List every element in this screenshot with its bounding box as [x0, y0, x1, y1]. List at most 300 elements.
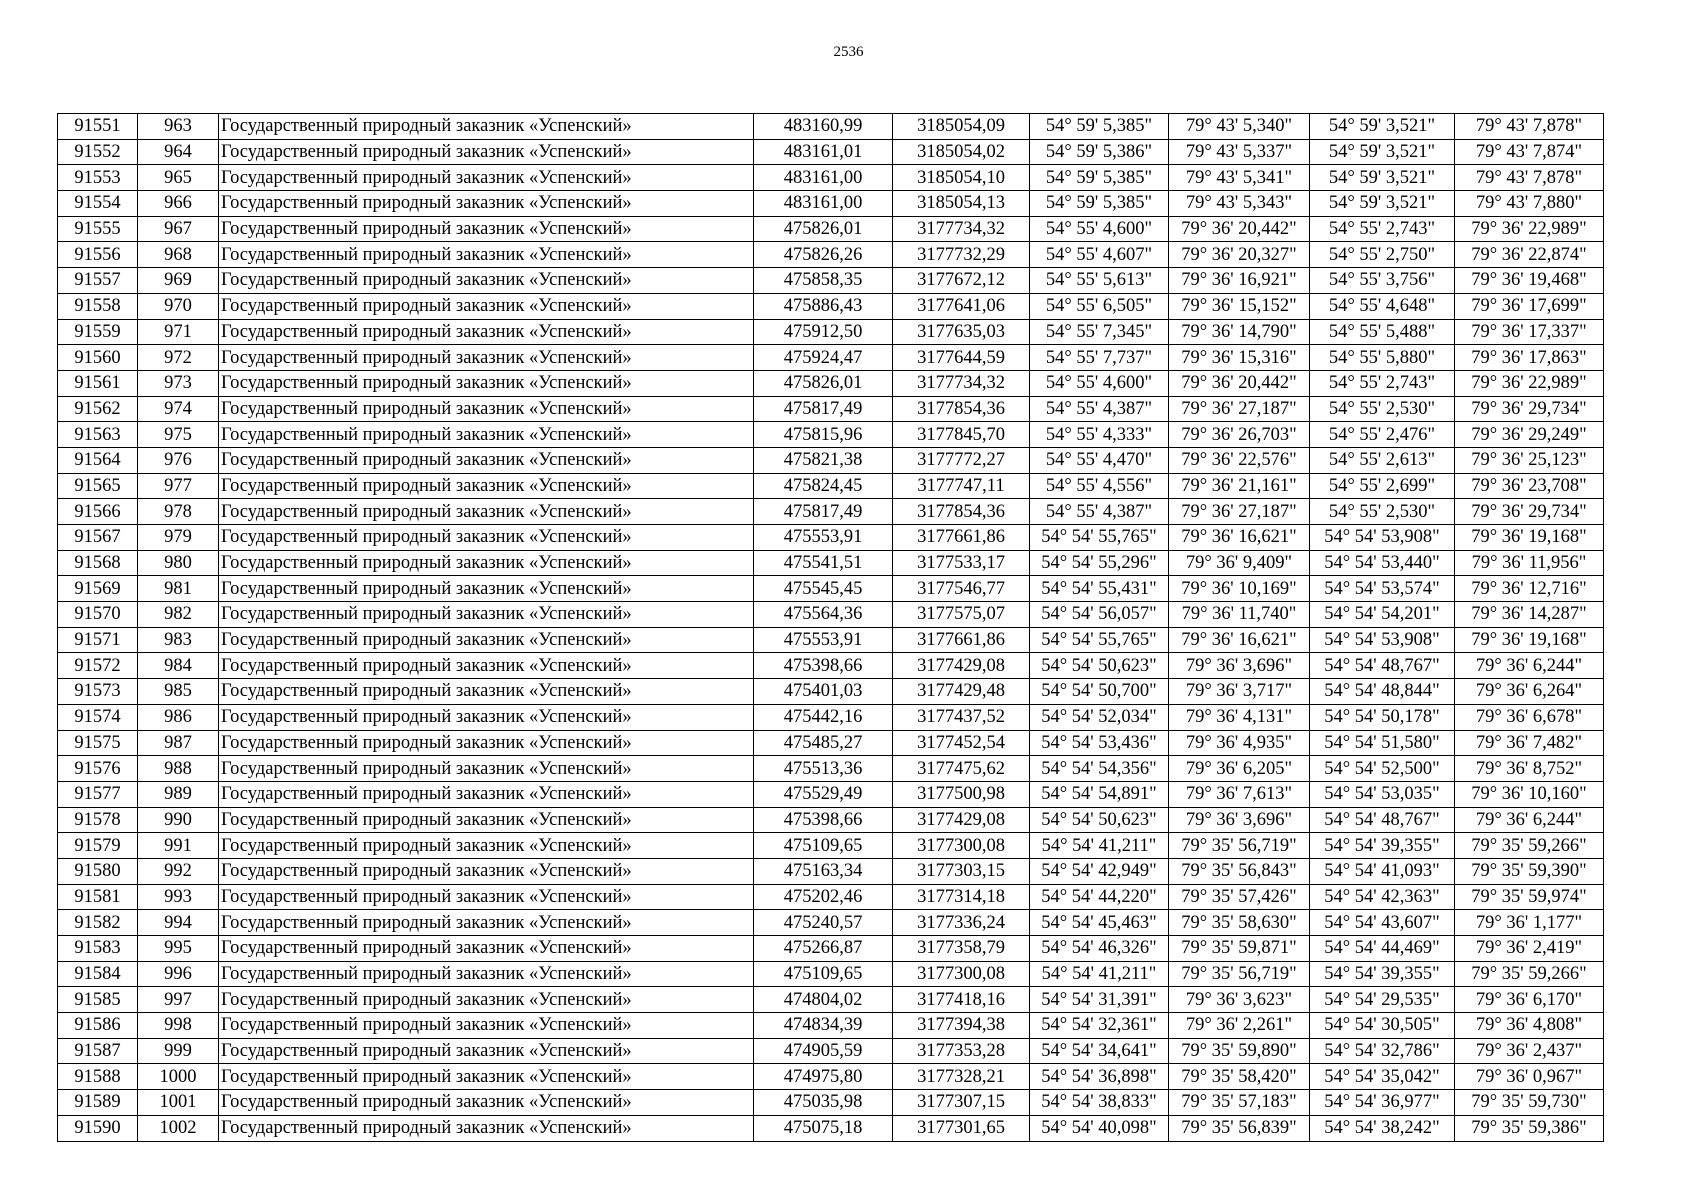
cell-latitude-b: 54° 54' 43,607"	[1310, 910, 1455, 936]
cell-longitude-b: 79° 36' 22,989"	[1455, 216, 1604, 242]
cell-row-number: 91590	[58, 1115, 138, 1141]
cell-latitude-a: 54° 54' 31,391"	[1030, 987, 1169, 1013]
cell-row-number: 91562	[58, 396, 138, 422]
cell-point-number: 1002	[138, 1115, 219, 1141]
cell-zone-name: Государственный природный заказник «Успенский»	[219, 576, 754, 602]
cell-point-number: 966	[138, 191, 219, 217]
cell-y-coordinate: 3177641,06	[893, 293, 1030, 319]
cell-latitude-a: 54° 54' 56,057"	[1030, 602, 1169, 628]
cell-y-coordinate: 3177644,59	[893, 345, 1030, 371]
cell-latitude-a: 54° 55' 4,470"	[1030, 447, 1169, 473]
cell-row-number: 91589	[58, 1090, 138, 1116]
cell-point-number: 977	[138, 473, 219, 499]
table-row	[58, 268, 1604, 294]
cell-latitude-a: 54° 55' 4,556"	[1030, 473, 1169, 499]
cell-zone-name: Государственный природный заказник «Успенский»	[219, 987, 754, 1013]
cell-latitude-b: 54° 54' 50,178"	[1310, 704, 1455, 730]
cell-x-coordinate: 475240,57	[754, 910, 893, 936]
cell-latitude-b: 54° 55' 2,743"	[1310, 216, 1455, 242]
cell-longitude-a: 79° 35' 56,843"	[1169, 858, 1310, 884]
cell-longitude-b: 79° 36' 17,337"	[1455, 319, 1604, 345]
cell-longitude-b: 79° 36' 10,160"	[1455, 781, 1604, 807]
table-row	[58, 114, 1604, 140]
cell-x-coordinate: 475821,38	[754, 447, 893, 473]
cell-point-number: 970	[138, 293, 219, 319]
cell-zone-name: Государственный природный заказник «Успенский»	[219, 499, 754, 525]
cell-latitude-b: 54° 55' 3,756"	[1310, 268, 1455, 294]
cell-zone-name: Государственный природный заказник «Успенский»	[219, 858, 754, 884]
cell-row-number: 91577	[58, 781, 138, 807]
cell-row-number: 91566	[58, 499, 138, 525]
cell-point-number: 973	[138, 370, 219, 396]
cell-longitude-a: 79° 36' 10,169"	[1169, 576, 1310, 602]
cell-row-number: 91575	[58, 730, 138, 756]
cell-x-coordinate: 475398,66	[754, 653, 893, 679]
cell-longitude-b: 79° 36' 29,734"	[1455, 396, 1604, 422]
cell-longitude-b: 79° 35' 59,386"	[1455, 1115, 1604, 1141]
cell-zone-name: Государственный природный заказник «Успенский»	[219, 473, 754, 499]
cell-longitude-b: 79° 43' 7,880"	[1455, 191, 1604, 217]
cell-latitude-b: 54° 54' 41,093"	[1310, 858, 1455, 884]
cell-y-coordinate: 3177437,52	[893, 704, 1030, 730]
cell-longitude-b: 79° 36' 19,468"	[1455, 268, 1604, 294]
cell-latitude-a: 54° 54' 44,220"	[1030, 884, 1169, 910]
cell-longitude-b: 79° 36' 14,287"	[1455, 602, 1604, 628]
cell-latitude-a: 54° 55' 4,333"	[1030, 422, 1169, 448]
cell-longitude-b: 79° 36' 6,244"	[1455, 807, 1604, 833]
cell-y-coordinate: 3177429,08	[893, 653, 1030, 679]
cell-latitude-a: 54° 54' 52,034"	[1030, 704, 1169, 730]
cell-y-coordinate: 3177300,08	[893, 833, 1030, 859]
cell-latitude-a: 54° 54' 34,641"	[1030, 1038, 1169, 1064]
cell-zone-name: Государственный природный заказник «Успенский»	[219, 1090, 754, 1116]
cell-x-coordinate: 475912,50	[754, 319, 893, 345]
table-row	[58, 756, 1604, 782]
cell-point-number: 986	[138, 704, 219, 730]
cell-longitude-a: 79° 35' 58,630"	[1169, 910, 1310, 936]
table-row	[58, 345, 1604, 371]
cell-x-coordinate: 475545,45	[754, 576, 893, 602]
cell-row-number: 91551	[58, 114, 138, 140]
table-row	[58, 1090, 1604, 1116]
cell-longitude-a: 79° 43' 5,341"	[1169, 165, 1310, 191]
cell-longitude-a: 79° 43' 5,343"	[1169, 191, 1310, 217]
cell-zone-name: Государственный природный заказник «Успенский»	[219, 447, 754, 473]
cell-x-coordinate: 475817,49	[754, 396, 893, 422]
cell-y-coordinate: 3177394,38	[893, 1013, 1030, 1039]
cell-latitude-a: 54° 55' 7,345"	[1030, 319, 1169, 345]
table-row	[58, 1038, 1604, 1064]
cell-longitude-a: 79° 43' 5,340"	[1169, 114, 1310, 140]
cell-longitude-a: 79° 36' 27,187"	[1169, 396, 1310, 422]
cell-latitude-b: 54° 54' 53,908"	[1310, 627, 1455, 653]
cell-y-coordinate: 3177546,77	[893, 576, 1030, 602]
cell-latitude-a: 54° 54' 42,949"	[1030, 858, 1169, 884]
table-row	[58, 987, 1604, 1013]
cell-zone-name: Государственный природный заказник «Успенский»	[219, 345, 754, 371]
cell-longitude-a: 79° 36' 20,442"	[1169, 216, 1310, 242]
cell-y-coordinate: 3177301,65	[893, 1115, 1030, 1141]
cell-longitude-a: 79° 36' 16,621"	[1169, 627, 1310, 653]
cell-y-coordinate: 3185054,02	[893, 139, 1030, 165]
cell-row-number: 91569	[58, 576, 138, 602]
cell-zone-name: Государственный природный заказник «Успенский»	[219, 602, 754, 628]
table-row	[58, 293, 1604, 319]
cell-x-coordinate: 483161,01	[754, 139, 893, 165]
cell-point-number: 997	[138, 987, 219, 1013]
cell-latitude-b: 54° 54' 29,535"	[1310, 987, 1455, 1013]
cell-longitude-a: 79° 36' 2,261"	[1169, 1013, 1310, 1039]
cell-longitude-b: 79° 36' 25,123"	[1455, 447, 1604, 473]
cell-longitude-b: 79° 35' 59,730"	[1455, 1090, 1604, 1116]
cell-longitude-a: 79° 43' 5,337"	[1169, 139, 1310, 165]
cell-longitude-a: 79° 36' 21,161"	[1169, 473, 1310, 499]
cell-row-number: 91583	[58, 936, 138, 962]
table-row	[58, 679, 1604, 705]
cell-longitude-a: 79° 36' 3,623"	[1169, 987, 1310, 1013]
cell-zone-name: Государственный природный заказник «Успенский»	[219, 242, 754, 268]
cell-x-coordinate: 475826,01	[754, 216, 893, 242]
cell-row-number: 91581	[58, 884, 138, 910]
cell-zone-name: Государственный природный заказник «Успенский»	[219, 781, 754, 807]
cell-longitude-b: 79° 35' 59,266"	[1455, 961, 1604, 987]
cell-zone-name: Государственный природный заказник «Успенский»	[219, 653, 754, 679]
cell-y-coordinate: 3177418,16	[893, 987, 1030, 1013]
cell-row-number: 91560	[58, 345, 138, 371]
cell-latitude-b: 54° 54' 53,440"	[1310, 550, 1455, 576]
cell-latitude-a: 54° 54' 55,431"	[1030, 576, 1169, 602]
cell-latitude-a: 54° 54' 38,833"	[1030, 1090, 1169, 1116]
cell-longitude-a: 79° 36' 14,790"	[1169, 319, 1310, 345]
cell-point-number: 994	[138, 910, 219, 936]
cell-x-coordinate: 475817,49	[754, 499, 893, 525]
cell-y-coordinate: 3177772,27	[893, 447, 1030, 473]
cell-y-coordinate: 3177747,11	[893, 473, 1030, 499]
cell-latitude-a: 54° 54' 50,700"	[1030, 679, 1169, 705]
cell-row-number: 91563	[58, 422, 138, 448]
cell-row-number: 91584	[58, 961, 138, 987]
cell-longitude-b: 79° 43' 7,878"	[1455, 114, 1604, 140]
table-row	[58, 627, 1604, 653]
cell-x-coordinate: 475075,18	[754, 1115, 893, 1141]
cell-longitude-b: 79° 36' 0,967"	[1455, 1064, 1604, 1090]
cell-latitude-a: 54° 54' 54,356"	[1030, 756, 1169, 782]
cell-latitude-a: 54° 59' 5,386"	[1030, 139, 1169, 165]
cell-point-number: 985	[138, 679, 219, 705]
cell-x-coordinate: 474905,59	[754, 1038, 893, 1064]
cell-longitude-a: 79° 35' 56,839"	[1169, 1115, 1310, 1141]
cell-row-number: 91552	[58, 139, 138, 165]
cell-latitude-b: 54° 54' 39,355"	[1310, 833, 1455, 859]
cell-latitude-a: 54° 54' 54,891"	[1030, 781, 1169, 807]
cell-longitude-b: 79° 36' 6,170"	[1455, 987, 1604, 1013]
cell-zone-name: Государственный природный заказник «Успенский»	[219, 165, 754, 191]
cell-x-coordinate: 474834,39	[754, 1013, 893, 1039]
cell-zone-name: Государственный природный заказник «Успенский»	[219, 268, 754, 294]
cell-longitude-a: 79° 36' 3,717"	[1169, 679, 1310, 705]
cell-x-coordinate: 474804,02	[754, 987, 893, 1013]
cell-y-coordinate: 3177307,15	[893, 1090, 1030, 1116]
cell-point-number: 972	[138, 345, 219, 371]
cell-y-coordinate: 3177336,24	[893, 910, 1030, 936]
cell-point-number: 988	[138, 756, 219, 782]
cell-zone-name: Государственный природный заказник «Успенский»	[219, 730, 754, 756]
cell-zone-name: Государственный природный заказник «Успенский»	[219, 679, 754, 705]
table-row	[58, 833, 1604, 859]
cell-x-coordinate: 475442,16	[754, 704, 893, 730]
cell-longitude-b: 79° 36' 22,989"	[1455, 370, 1604, 396]
cell-x-coordinate: 475886,43	[754, 293, 893, 319]
table-row	[58, 396, 1604, 422]
cell-zone-name: Государственный природный заказник «Успенский»	[219, 550, 754, 576]
cell-longitude-b: 79° 36' 6,264"	[1455, 679, 1604, 705]
cell-zone-name: Государственный природный заказник «Успенский»	[219, 422, 754, 448]
cell-y-coordinate: 3177475,62	[893, 756, 1030, 782]
cell-row-number: 91564	[58, 447, 138, 473]
table-row	[58, 550, 1604, 576]
cell-longitude-a: 79° 36' 3,696"	[1169, 653, 1310, 679]
cell-row-number: 91578	[58, 807, 138, 833]
cell-x-coordinate: 475824,45	[754, 473, 893, 499]
cell-longitude-b: 79° 36' 1,177"	[1455, 910, 1604, 936]
cell-longitude-a: 79° 36' 15,152"	[1169, 293, 1310, 319]
cell-longitude-b: 79° 36' 8,752"	[1455, 756, 1604, 782]
cell-latitude-b: 54° 54' 51,580"	[1310, 730, 1455, 756]
table-row	[58, 165, 1604, 191]
cell-point-number: 978	[138, 499, 219, 525]
cell-zone-name: Государственный природный заказник «Успенский»	[219, 936, 754, 962]
cell-latitude-b: 54° 54' 52,500"	[1310, 756, 1455, 782]
table-body	[58, 114, 1604, 1142]
cell-y-coordinate: 3185054,09	[893, 114, 1030, 140]
cell-y-coordinate: 3177452,54	[893, 730, 1030, 756]
cell-longitude-b: 79° 36' 22,874"	[1455, 242, 1604, 268]
cell-longitude-a: 79° 36' 3,696"	[1169, 807, 1310, 833]
cell-latitude-a: 54° 59' 5,385"	[1030, 191, 1169, 217]
cell-longitude-b: 79° 36' 6,244"	[1455, 653, 1604, 679]
cell-latitude-b: 54° 54' 44,469"	[1310, 936, 1455, 962]
cell-point-number: 964	[138, 139, 219, 165]
cell-y-coordinate: 3185054,10	[893, 165, 1030, 191]
cell-point-number: 998	[138, 1013, 219, 1039]
cell-latitude-b: 54° 59' 3,521"	[1310, 139, 1455, 165]
cell-latitude-b: 54° 55' 2,530"	[1310, 499, 1455, 525]
cell-row-number: 91561	[58, 370, 138, 396]
cell-longitude-a: 79° 36' 6,205"	[1169, 756, 1310, 782]
cell-point-number: 981	[138, 576, 219, 602]
cell-latitude-b: 54° 55' 2,699"	[1310, 473, 1455, 499]
cell-point-number: 983	[138, 627, 219, 653]
cell-longitude-a: 79° 36' 27,187"	[1169, 499, 1310, 525]
cell-latitude-a: 54° 54' 40,098"	[1030, 1115, 1169, 1141]
cell-latitude-b: 54° 55' 2,613"	[1310, 447, 1455, 473]
cell-x-coordinate: 475035,98	[754, 1090, 893, 1116]
cell-zone-name: Государственный природный заказник «Успенский»	[219, 1038, 754, 1064]
cell-longitude-a: 79° 36' 20,327"	[1169, 242, 1310, 268]
cell-x-coordinate: 475485,27	[754, 730, 893, 756]
cell-longitude-a: 79° 36' 4,935"	[1169, 730, 1310, 756]
cell-x-coordinate: 483161,00	[754, 165, 893, 191]
cell-latitude-a: 54° 59' 5,385"	[1030, 165, 1169, 191]
cell-latitude-b: 54° 55' 5,488"	[1310, 319, 1455, 345]
cell-latitude-a: 54° 55' 4,600"	[1030, 216, 1169, 242]
cell-latitude-a: 54° 55' 6,505"	[1030, 293, 1169, 319]
cell-x-coordinate: 475398,66	[754, 807, 893, 833]
cell-latitude-b: 54° 54' 30,505"	[1310, 1013, 1455, 1039]
cell-zone-name: Государственный природный заказник «Успенский»	[219, 525, 754, 551]
cell-latitude-b: 54° 55' 5,880"	[1310, 345, 1455, 371]
cell-point-number: 980	[138, 550, 219, 576]
cell-y-coordinate: 3177854,36	[893, 396, 1030, 422]
cell-longitude-a: 79° 36' 4,131"	[1169, 704, 1310, 730]
cell-point-number: 992	[138, 858, 219, 884]
cell-x-coordinate: 475553,91	[754, 525, 893, 551]
cell-row-number: 91570	[58, 602, 138, 628]
table-row	[58, 858, 1604, 884]
cell-point-number: 1000	[138, 1064, 219, 1090]
cell-point-number: 999	[138, 1038, 219, 1064]
cell-latitude-b: 54° 59' 3,521"	[1310, 114, 1455, 140]
cell-latitude-a: 54° 54' 50,623"	[1030, 653, 1169, 679]
cell-y-coordinate: 3177314,18	[893, 884, 1030, 910]
cell-point-number: 989	[138, 781, 219, 807]
cell-row-number: 91573	[58, 679, 138, 705]
cell-longitude-a: 79° 36' 16,621"	[1169, 525, 1310, 551]
cell-latitude-a: 54° 54' 53,436"	[1030, 730, 1169, 756]
cell-point-number: 975	[138, 422, 219, 448]
cell-latitude-b: 54° 59' 3,521"	[1310, 191, 1455, 217]
cell-zone-name: Государственный природный заказник «Успенский»	[219, 216, 754, 242]
table-row	[58, 139, 1604, 165]
cell-y-coordinate: 3177845,70	[893, 422, 1030, 448]
cell-zone-name: Государственный природный заказник «Успенский»	[219, 704, 754, 730]
cell-point-number: 993	[138, 884, 219, 910]
cell-row-number: 91572	[58, 653, 138, 679]
cell-row-number: 91579	[58, 833, 138, 859]
cell-y-coordinate: 3177672,12	[893, 268, 1030, 294]
cell-x-coordinate: 475529,49	[754, 781, 893, 807]
cell-x-coordinate: 475564,36	[754, 602, 893, 628]
cell-y-coordinate: 3177353,28	[893, 1038, 1030, 1064]
cell-point-number: 990	[138, 807, 219, 833]
coordinates-table	[57, 113, 1604, 1142]
cell-latitude-a: 54° 55' 4,607"	[1030, 242, 1169, 268]
table-row	[58, 704, 1604, 730]
cell-row-number: 91553	[58, 165, 138, 191]
cell-x-coordinate: 475109,65	[754, 833, 893, 859]
cell-longitude-a: 79° 36' 22,576"	[1169, 447, 1310, 473]
cell-y-coordinate: 3177734,32	[893, 216, 1030, 242]
table-row	[58, 730, 1604, 756]
table-row	[58, 781, 1604, 807]
cell-y-coordinate: 3177854,36	[893, 499, 1030, 525]
cell-row-number: 91586	[58, 1013, 138, 1039]
cell-y-coordinate: 3177661,86	[893, 627, 1030, 653]
cell-y-coordinate: 3177300,08	[893, 961, 1030, 987]
cell-row-number: 91580	[58, 858, 138, 884]
cell-longitude-b: 79° 36' 17,863"	[1455, 345, 1604, 371]
cell-y-coordinate: 3177328,21	[893, 1064, 1030, 1090]
cell-longitude-a: 79° 36' 7,613"	[1169, 781, 1310, 807]
cell-latitude-b: 54° 54' 54,201"	[1310, 602, 1455, 628]
cell-latitude-a: 54° 54' 55,296"	[1030, 550, 1169, 576]
cell-longitude-b: 79° 36' 7,482"	[1455, 730, 1604, 756]
cell-y-coordinate: 3177732,29	[893, 242, 1030, 268]
cell-latitude-a: 54° 54' 41,211"	[1030, 961, 1169, 987]
table-row	[58, 884, 1604, 910]
cell-latitude-b: 54° 54' 42,363"	[1310, 884, 1455, 910]
cell-x-coordinate: 475553,91	[754, 627, 893, 653]
cell-y-coordinate: 3177303,15	[893, 858, 1030, 884]
cell-longitude-b: 79° 36' 11,956"	[1455, 550, 1604, 576]
cell-zone-name: Государственный природный заказник «Успенский»	[219, 293, 754, 319]
cell-row-number: 91556	[58, 242, 138, 268]
cell-latitude-b: 54° 54' 32,786"	[1310, 1038, 1455, 1064]
cell-latitude-a: 54° 54' 36,898"	[1030, 1064, 1169, 1090]
cell-latitude-b: 54° 54' 39,355"	[1310, 961, 1455, 987]
table-row	[58, 936, 1604, 962]
cell-row-number: 91568	[58, 550, 138, 576]
cell-latitude-a: 54° 54' 41,211"	[1030, 833, 1169, 859]
cell-longitude-a: 79° 36' 15,316"	[1169, 345, 1310, 371]
cell-longitude-b: 79° 35' 59,266"	[1455, 833, 1604, 859]
cell-point-number: 1001	[138, 1090, 219, 1116]
table-row	[58, 653, 1604, 679]
cell-y-coordinate: 3177429,08	[893, 807, 1030, 833]
cell-latitude-b: 54° 55' 2,476"	[1310, 422, 1455, 448]
table-row	[58, 910, 1604, 936]
cell-x-coordinate: 483160,99	[754, 114, 893, 140]
cell-latitude-a: 54° 55' 5,613"	[1030, 268, 1169, 294]
cell-point-number: 984	[138, 653, 219, 679]
cell-y-coordinate: 3177429,48	[893, 679, 1030, 705]
cell-latitude-b: 54° 55' 2,750"	[1310, 242, 1455, 268]
cell-y-coordinate: 3177500,98	[893, 781, 1030, 807]
table-row	[58, 191, 1604, 217]
cell-latitude-b: 54° 54' 36,977"	[1310, 1090, 1455, 1116]
cell-latitude-a: 54° 54' 32,361"	[1030, 1013, 1169, 1039]
table-row	[58, 576, 1604, 602]
cell-latitude-b: 54° 54' 53,035"	[1310, 781, 1455, 807]
cell-point-number: 968	[138, 242, 219, 268]
cell-zone-name: Государственный природный заказник «Успенский»	[219, 961, 754, 987]
cell-zone-name: Государственный природный заказник «Успенский»	[219, 191, 754, 217]
cell-zone-name: Государственный природный заказник «Успенский»	[219, 370, 754, 396]
cell-latitude-b: 54° 59' 3,521"	[1310, 165, 1455, 191]
cell-latitude-b: 54° 55' 2,530"	[1310, 396, 1455, 422]
cell-point-number: 971	[138, 319, 219, 345]
table-row	[58, 525, 1604, 551]
cell-point-number: 967	[138, 216, 219, 242]
cell-point-number: 963	[138, 114, 219, 140]
cell-point-number: 987	[138, 730, 219, 756]
table-row	[58, 216, 1604, 242]
cell-point-number: 991	[138, 833, 219, 859]
table-row	[58, 1064, 1604, 1090]
cell-zone-name: Государственный природный заказник «Успенский»	[219, 1064, 754, 1090]
cell-zone-name: Государственный природный заказник «Успенский»	[219, 139, 754, 165]
cell-zone-name: Государственный природный заказник «Успенский»	[219, 833, 754, 859]
cell-y-coordinate: 3177575,07	[893, 602, 1030, 628]
cell-x-coordinate: 475541,51	[754, 550, 893, 576]
cell-longitude-b: 79° 36' 2,437"	[1455, 1038, 1604, 1064]
cell-latitude-b: 54° 54' 48,767"	[1310, 653, 1455, 679]
cell-longitude-b: 79° 36' 29,734"	[1455, 499, 1604, 525]
cell-zone-name: Государственный природный заказник «Успенский»	[219, 1013, 754, 1039]
cell-x-coordinate: 475401,03	[754, 679, 893, 705]
cell-longitude-b: 79° 36' 12,716"	[1455, 576, 1604, 602]
cell-x-coordinate: 475858,35	[754, 268, 893, 294]
